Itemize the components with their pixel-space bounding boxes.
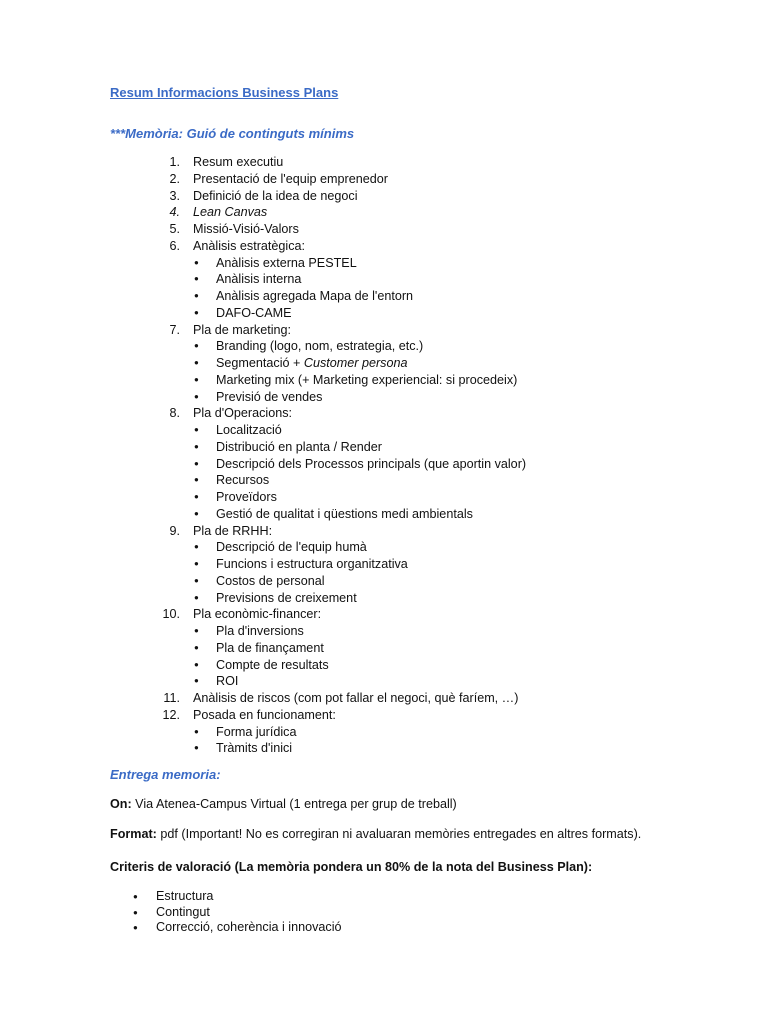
item-text: Pla de RRHH:: [193, 523, 273, 538]
criteri-item: [0, 889, 768, 905]
bullet-icon: ●: [133, 907, 138, 917]
bullet-icon: ●: [194, 575, 199, 585]
outline-item: [0, 322, 768, 339]
outline-item: [0, 405, 768, 422]
subitem-text: [216, 389, 322, 406]
outline-subitem: [0, 271, 768, 288]
item-text: Resum executiu: [193, 155, 284, 169]
subitem-text: [216, 657, 329, 674]
bullet-icon: ●: [194, 307, 199, 317]
subitem-label: Previsions de creixement: [216, 590, 357, 605]
subitem-label: Tràmits d'inici: [216, 741, 293, 756]
numbered-outline: [0, 154, 768, 757]
outline-subitem: [0, 740, 768, 757]
subitem-italic-label: Customer persona: [303, 356, 408, 370]
outline-item: [0, 154, 768, 171]
subitem-text: [216, 338, 423, 355]
item-number: 11.: [163, 691, 180, 705]
subitem-label: Descripció dels Processos principals (que aportin valor): [216, 456, 527, 471]
subitem-text: [216, 539, 367, 556]
criteri-text: Correcció, coherència i innovació: [156, 920, 342, 934]
bullet-icon: ●: [194, 542, 199, 552]
outline-subitem: [0, 556, 768, 573]
subitem-label: Recursos: [216, 473, 270, 488]
outline-item: [0, 171, 768, 188]
bullet-icon: ●: [194, 676, 199, 686]
criteri-item: [0, 905, 768, 921]
bullet-icon: ●: [194, 291, 199, 300]
outline-subitem: [0, 573, 768, 590]
subitem-text: [216, 640, 324, 657]
subitem-label: Compte de resultats: [216, 657, 329, 672]
subitem-text: [216, 305, 292, 322]
outline-subitem: [0, 506, 768, 523]
item-text: Missió-Visió-Valors: [193, 222, 299, 236]
item-text: Definició de la idea de negoci: [193, 188, 358, 203]
outline-item: [0, 690, 768, 707]
subitem-label: Anàlisis agregada Mapa de l'entorn: [216, 289, 414, 303]
item-number: 9.: [169, 523, 180, 538]
subitem-label: Anàlisis interna: [216, 272, 302, 287]
subitem-label: Distribució en planta / Render: [216, 439, 382, 454]
subitem-label: Forma jurídica: [216, 724, 297, 739]
item-text: Pla de marketing:: [193, 322, 292, 337]
bullet-icon: ●: [194, 341, 199, 351]
outline-subitem: [0, 389, 768, 406]
item-text: Anàlisis estratègica:: [193, 238, 305, 253]
on-value: Via Atenea-Campus Virtual (1 entrega per grup de treball): [131, 797, 457, 811]
outline-subitem: [0, 439, 768, 456]
outline-subitem: [0, 673, 768, 690]
item-number: 7.: [169, 322, 180, 337]
subitem-label: Proveïdors: [216, 490, 277, 504]
outline-item: [0, 188, 768, 205]
outline-subitem: [0, 539, 768, 556]
subitem-label: Previsió de vendes: [216, 389, 323, 404]
outline-item: [0, 707, 768, 724]
bullet-icon: ●: [194, 659, 199, 669]
subitem-label: Anàlisis externa PESTEL: [216, 255, 357, 270]
subitem-text: [216, 422, 282, 439]
subitem-label: Descripció de l'equip humà: [216, 540, 367, 555]
item-number: 4.: [169, 205, 180, 220]
outline-item: [0, 238, 768, 255]
format-value: pdf (Important! No es corregiran ni avaluaran memòries entregades en altres formats).: [156, 827, 642, 841]
item-number: 1.: [169, 155, 180, 169]
outline-subitem: [0, 623, 768, 640]
bullet-icon: ●: [194, 626, 199, 635]
criteris-list: [0, 889, 768, 936]
section-heading-memoria: ***Memòria: Guió de continguts mínims: [110, 126, 355, 141]
subitem-label: Pla de finançament: [216, 640, 324, 655]
subitem-text: [216, 372, 517, 389]
bullet-icon: ●: [194, 274, 199, 284]
subitem-text: [216, 355, 407, 372]
item-number: 2.: [169, 171, 180, 186]
criteris-heading: Criteris de valoració (La memòria pondera un 80% de la nota del Business Plan):: [110, 860, 593, 874]
outline-item: [0, 606, 768, 623]
section-heading-entrega: Entrega memoria:: [110, 767, 221, 782]
outline-subitem: [0, 338, 768, 355]
subitem-text: [216, 288, 413, 305]
subitem-label: Segmentació +: [216, 356, 304, 370]
subitem-label: Pla d'inversions: [216, 624, 304, 638]
outline-subitem: [0, 422, 768, 439]
subitem-text: [216, 439, 382, 456]
bullet-icon: ●: [194, 374, 199, 384]
subitem-text: [216, 255, 357, 272]
document-title: Resum Informacions Business Plans: [110, 85, 339, 100]
outline-item: [0, 204, 768, 221]
bullet-icon: ●: [194, 592, 199, 602]
subitem-text: [216, 556, 408, 573]
outline-subitem: [0, 472, 768, 489]
outline-item: [0, 523, 768, 540]
item-text: Presentació de l'equip emprenedor: [193, 171, 388, 186]
item-text: Posada en funcionament:: [193, 707, 336, 722]
bullet-icon: ●: [194, 441, 199, 451]
subitem-text: [216, 456, 526, 473]
bullet-icon: ●: [133, 923, 138, 932]
bullet-icon: ●: [194, 642, 199, 652]
item-text: Pla econòmic-financer:: [193, 607, 322, 622]
item-number: 6.: [169, 238, 180, 253]
bullet-icon: ●: [194, 458, 199, 468]
subitem-text: [216, 489, 277, 506]
subitem-text: [216, 271, 301, 288]
bullet-icon: ●: [194, 391, 199, 401]
outline-item: [0, 221, 768, 238]
format-paragraph: [110, 827, 641, 841]
subitem-text: [216, 740, 292, 757]
criteri-item: [0, 920, 768, 936]
bullet-icon: ●: [133, 892, 138, 901]
item-text: Lean Canvas: [193, 205, 268, 220]
outline-subitem: [0, 355, 768, 372]
outline-subitem: [0, 640, 768, 657]
outline-subitem: [0, 590, 768, 607]
item-number: 10.: [162, 607, 180, 622]
criteri-text: Contingut: [156, 904, 210, 919]
bullet-icon: ●: [194, 559, 199, 568]
subitem-label: DAFO-CAME: [216, 305, 292, 320]
bullet-icon: ●: [194, 257, 199, 267]
on-label: On:: [110, 797, 132, 811]
subitem-text: [216, 724, 296, 741]
subitem-label: Funcions i estructura organitzativa: [216, 557, 408, 571]
bullet-icon: ●: [194, 492, 199, 501]
item-number: 5.: [169, 222, 180, 236]
bullet-icon: ●: [194, 726, 199, 736]
outline-subitem: [0, 456, 768, 473]
bullet-icon: ●: [194, 508, 199, 518]
item-text: Anàlisis de riscos (com pot fallar el negoci, què faríem, …): [193, 691, 519, 705]
subitem-label: Localització: [216, 423, 282, 437]
outline-subitem: [0, 657, 768, 674]
format-label: Format:: [110, 827, 157, 841]
subitem-label: Costos de personal: [216, 573, 325, 588]
item-number: 8.: [169, 406, 180, 421]
subitem-text: [216, 590, 357, 607]
outline-subitem: [0, 255, 768, 272]
item-number: 12.: [162, 707, 180, 722]
subitem-label: ROI: [216, 674, 239, 689]
subitem-label: Branding (logo, nom, estrategia, etc.): [216, 339, 424, 354]
outline-subitem: [0, 724, 768, 741]
bullet-icon: ●: [194, 743, 199, 753]
outline-subitem: [0, 305, 768, 322]
outline-subitem: [0, 489, 768, 506]
criteri-text: Estructura: [156, 889, 214, 903]
subitem-text: [216, 623, 304, 640]
subitem-text: [216, 673, 238, 690]
subitem-label: Gestió de qualitat i qüestions medi ambientals: [216, 506, 473, 521]
item-text: Pla d'Operacions:: [193, 406, 293, 421]
subitem-text: [216, 506, 473, 523]
subitem-label: Marketing mix (+ Marketing experiencial: si procedeix): [216, 372, 518, 387]
outline-subitem: [0, 288, 768, 305]
subitem-text: [216, 573, 325, 590]
on-paragraph: [110, 797, 457, 811]
outline-subitem: [0, 372, 768, 389]
bullet-icon: ●: [194, 358, 199, 367]
bullet-icon: ●: [194, 425, 199, 434]
subitem-text: [216, 472, 269, 489]
item-number: 3.: [169, 188, 180, 203]
bullet-icon: ●: [194, 475, 199, 485]
